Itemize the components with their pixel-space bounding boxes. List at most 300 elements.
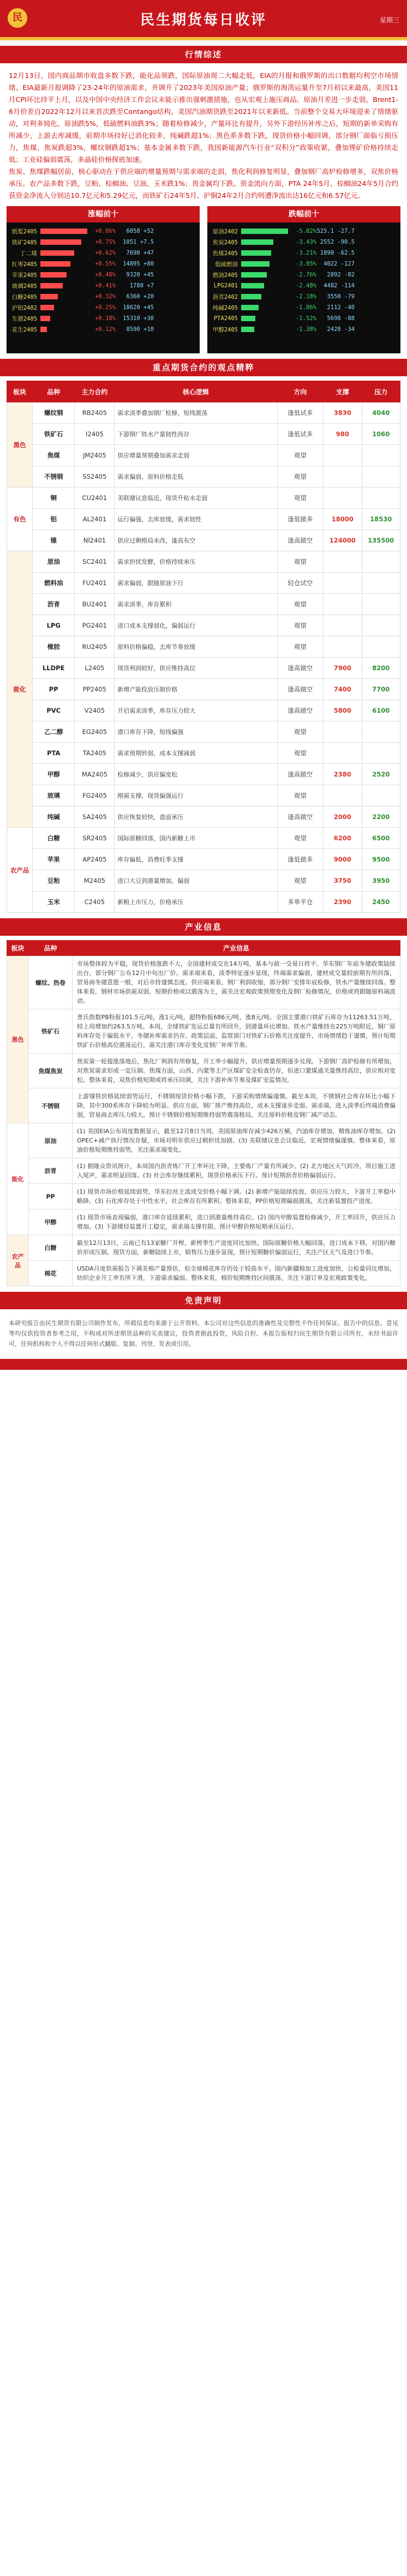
contract-cell: SA2405: [75, 806, 115, 828]
views-header-cell: 方向: [277, 381, 324, 402]
mover-name: 花生2405: [11, 326, 37, 333]
views-row: [7, 700, 400, 721]
contract-cell: EG2405: [75, 721, 115, 743]
mover-name: 生猪2405: [11, 315, 37, 322]
gainers-title: 涨幅前十: [7, 206, 200, 222]
contract-cell: BU2401: [75, 594, 115, 615]
mover-price: 2112 -40: [327, 304, 355, 311]
direction-cell: 观望: [277, 551, 324, 573]
mover-bar: [241, 272, 267, 278]
mover-pct: -3.43%: [296, 239, 316, 245]
mover-bar: [40, 305, 54, 310]
views-header-cell: 板块: [7, 381, 33, 402]
resistance-cell: 3950: [362, 870, 400, 892]
variety-cell: LPG: [32, 615, 75, 636]
mover-price: 4022 -127: [324, 261, 355, 267]
mover-name: 铁矿2405: [11, 239, 37, 246]
mover-bar-track: [241, 283, 288, 288]
variety-cell: 原油: [29, 1123, 73, 1158]
industry-info-cell: (1) 现货市场价格延续弱势，华东拉丝主流成交价格小幅下调。(2) 新增产能陆续投放，供应压力较大，下游开工率稳中略降。(3) 石化库存处于中性水平，社会库存有所累积。整体来看，PP价格短期偏弱震荡，关注新装置投产进度。: [73, 1184, 400, 1209]
mover-pct: +0.41%: [95, 282, 116, 289]
support-cell: [324, 615, 362, 636]
variety-cell: 原油: [32, 551, 75, 573]
variety-cell: 白糖: [32, 828, 75, 849]
review-body: [0, 68, 407, 206]
support-cell: 3830: [324, 402, 362, 424]
mover-bar: [40, 316, 50, 321]
chain-row: [7, 1009, 400, 1054]
logic-cell: 需求担忧发酵，价格持续承压: [115, 551, 277, 573]
industry-info-cell: USDA月度供需报告下调美棉产量预估，但全球棉花库存仍处于较高水平。国内新疆棉加工进度加快，公检量同比增加，纺织企业开工率有所下滑，下游需求偏弱。整体来看，棉价短期维持区间震荡，关注下游订单及宏观政策变化。: [73, 1261, 400, 1286]
mover-name: 原油2402: [212, 228, 238, 235]
gainers-chart: [7, 222, 200, 353]
logic-cell: 需求淡季，库存累积: [115, 594, 277, 615]
variety-cell: PP: [29, 1184, 73, 1209]
mover-bar: [241, 327, 254, 332]
views-row: [7, 615, 400, 636]
mover-bar-track: [241, 316, 288, 321]
mover-pct: +0.48%: [95, 272, 116, 278]
mover-bar: [241, 250, 271, 256]
mover-bar: [241, 228, 288, 234]
logic-cell: 刚需支撑，现货偏强运行: [115, 785, 277, 806]
resistance-cell: [362, 636, 400, 658]
mover-row: [9, 258, 197, 269]
mover-row: [9, 269, 197, 280]
mover-price: 7690 +47: [126, 250, 154, 256]
resistance-cell: 135500: [362, 530, 400, 551]
logic-cell: 需求预期转弱，成本支撑减弱: [115, 743, 277, 764]
mover-bar-track: [40, 294, 87, 299]
variety-cell: 焦煤: [32, 445, 75, 466]
variety-cell: LLDPE: [32, 658, 75, 679]
support-cell: 2000: [324, 806, 362, 828]
logic-cell: 开启需求淡季，库存压力较大: [115, 700, 277, 721]
resistance-cell: [362, 785, 400, 806]
section-bar-market-review: 行情综述: [0, 46, 407, 63]
mover-pct: -3.21%: [296, 250, 316, 256]
section-bar-views: 重点期货合约的观点精粹: [0, 359, 407, 376]
mover-bar: [40, 239, 81, 245]
mover-bar: [241, 283, 264, 288]
contract-cell: SS2405: [75, 466, 115, 487]
industry-info-cell: (1) 美国EIA公布周度数据显示，截至12月8日当周，美国原油库存减少426万桶，汽油库存增加，精炼油库存增加。(2) OPEC+减产执行情况存疑，市场对明年供应过剩担忧加剧。(3) 美联储议息会议临近，宏观情绪偏谨慎。整体来看，原油价格短期维持弱势，关注需求端变化。: [73, 1123, 400, 1158]
mover-pct: +0.62%: [95, 250, 116, 256]
direction-cell: 逢低做多: [277, 849, 324, 870]
logic-cell: 国际原糖回落，国内新糖上市: [115, 828, 277, 849]
variety-cell: 棉花: [29, 1261, 73, 1286]
mover-row: [210, 248, 398, 258]
mover-row: [9, 248, 197, 258]
mover-name: 甲醇2405: [212, 326, 238, 333]
logic-cell: 现货利润较好，供应维持高位: [115, 658, 277, 679]
section-bar-chain: 产业信息: [0, 918, 407, 936]
direction-cell: 观望: [277, 466, 324, 487]
mover-bar-track: [40, 283, 87, 288]
mover-row: [9, 313, 197, 324]
chain-header-cell: 品种: [29, 941, 73, 956]
resistance-cell: 2200: [362, 806, 400, 828]
industry-info-cell: 截至12月13日，云南已有13家糖厂开榨，新榨季生产进度同比加快。国际原糖价格大幅回落，进口成本下移，对国内糖价形成压制。现货方面，新糖陆续上市，销售压力逐步显现，预计短期糖价偏弱运行，关注产区天气及进口节奏。: [73, 1235, 400, 1261]
direction-cell: 观望: [277, 721, 324, 743]
views-header-cell: 压力: [362, 381, 400, 402]
mover-price: 18620 +45: [123, 304, 154, 311]
resistance-cell: [362, 594, 400, 615]
mover-name: 玻璃2405: [11, 282, 37, 290]
views-row: [7, 445, 400, 466]
logic-cell: 供应恢复较快，盘面承压: [115, 806, 277, 828]
footer-band: [0, 1359, 407, 1370]
direction-cell: 观望: [277, 743, 324, 764]
mover-pct: +0.55%: [95, 261, 116, 267]
contract-cell: AL2401: [75, 509, 115, 530]
logic-cell: 供应增量预期叠加需求走弱: [115, 445, 277, 466]
resistance-cell: [362, 487, 400, 509]
mover-price: 4482 -114: [324, 282, 355, 289]
direction-cell: 观望: [277, 870, 324, 892]
mover-price: 9320 +45: [126, 272, 154, 278]
views-row: [7, 828, 400, 849]
variety-cell: 沥青: [32, 594, 75, 615]
views-row: [7, 870, 400, 892]
mover-pct: -2.48%: [296, 282, 316, 289]
views-table: [7, 381, 400, 913]
section-bar-disclaimer: 免责声明: [0, 1292, 407, 1309]
mover-bar-track: [241, 305, 288, 310]
chain-row: [7, 1209, 400, 1235]
logic-cell: 库存偏低，消费旺季支撑: [115, 849, 277, 870]
views-header-cell: 主力合约: [75, 381, 115, 402]
views-header-row: [7, 381, 400, 402]
support-cell: [324, 466, 362, 487]
mover-bar-track: [40, 239, 87, 245]
mover-name: 沥青2402: [212, 293, 238, 300]
views-header-cell: 品种: [32, 381, 75, 402]
mover-pct: -2.76%: [296, 272, 316, 278]
views-row: [7, 679, 400, 700]
resistance-cell: 1060: [362, 424, 400, 445]
mover-price: 2428 -34: [327, 326, 355, 333]
variety-cell: 铜: [32, 487, 75, 509]
contract-cell: V2405: [75, 700, 115, 721]
mover-price: 3550 -79: [327, 293, 355, 300]
views-row: [7, 806, 400, 828]
support-cell: [324, 743, 362, 764]
chain-row: [7, 1158, 400, 1184]
views-row: [7, 658, 400, 679]
sector-cell: 黑色: [7, 956, 29, 1123]
views-row: [7, 402, 400, 424]
mover-name: 白糖2405: [11, 293, 37, 300]
views-row: [7, 530, 400, 551]
resistance-cell: 18530: [362, 509, 400, 530]
logic-cell: 新粮上市压力，价格承压: [115, 892, 277, 913]
logic-cell: 需求偏弱，跟随原油下行: [115, 573, 277, 594]
mover-bar: [40, 294, 58, 299]
mover-bar: [40, 283, 63, 288]
resistance-cell: [362, 551, 400, 573]
mover-row: [210, 291, 398, 302]
sector-cell: 有色: [7, 487, 33, 551]
mover-bar: [241, 316, 255, 321]
mover-row: [9, 324, 197, 335]
mover-row: [210, 313, 398, 324]
mover-bar-track: [40, 250, 87, 256]
mover-bar: [241, 261, 270, 267]
mover-bar-track: [241, 228, 288, 234]
resistance-cell: 7700: [362, 679, 400, 700]
views-row: [7, 721, 400, 743]
views-row: [7, 636, 400, 658]
mover-bar: [241, 294, 261, 299]
resistance-cell: 4040: [362, 402, 400, 424]
mover-row: [9, 226, 197, 237]
variety-cell: 玉米: [32, 892, 75, 913]
views-row: [7, 573, 400, 594]
support-cell: 3750: [324, 870, 362, 892]
mover-pct: -2.18%: [296, 293, 316, 300]
chain-row: [7, 1054, 400, 1088]
support-cell: 7900: [324, 658, 362, 679]
views-row: [7, 892, 400, 913]
variety-cell: PTA: [32, 743, 75, 764]
variety-cell: 不锈钢: [32, 466, 75, 487]
mover-price: 6360 +20: [126, 293, 154, 300]
losers-title: 跌幅前十: [207, 206, 400, 222]
mover-pct: +0.86%: [95, 228, 116, 234]
contract-cell: M2405: [75, 870, 115, 892]
mover-pct: +0.32%: [95, 293, 116, 300]
resistance-cell: 2450: [362, 892, 400, 913]
views-row: [7, 424, 400, 445]
contract-cell: FG2405: [75, 785, 115, 806]
mover-bar-track: [241, 250, 288, 256]
mover-bar-track: [40, 305, 87, 310]
logic-cell: 运行偏强，去库放缓，需求韧性: [115, 509, 277, 530]
direction-cell: 逢高做空: [277, 700, 324, 721]
variety-cell: 白糖: [29, 1235, 73, 1261]
resistance-cell: 6100: [362, 700, 400, 721]
contract-cell: NI2401: [75, 530, 115, 551]
views-header-cell: 支撑: [324, 381, 362, 402]
support-cell: [324, 785, 362, 806]
support-cell: 124000: [324, 530, 362, 551]
losers-panel: [207, 206, 400, 353]
variety-cell: 纯碱: [32, 806, 75, 828]
direction-cell: 多单平仓: [277, 892, 324, 913]
mover-price: 14895 +80: [123, 261, 154, 267]
views-row: [7, 466, 400, 487]
resistance-cell: 9500: [362, 849, 400, 870]
mover-price: 2552 -90.5: [320, 239, 355, 245]
mover-price: 5698 -88: [327, 315, 355, 322]
mover-name: 纸浆2405: [11, 228, 37, 235]
variety-cell: 沥青: [29, 1158, 73, 1184]
sector-cell: 能化: [7, 551, 33, 828]
chain-table: [7, 940, 400, 1286]
mover-pct: -1.52%: [296, 315, 316, 322]
support-cell: [324, 573, 362, 594]
support-cell: [324, 594, 362, 615]
contract-cell: FU2401: [75, 573, 115, 594]
review-paragraph: 12月13日，国内商品期市收盘多数下跌，能化品领跌，国际原油周二大幅走低，EIA的月报和俄罗斯的出口数据均利空市场情绪。EIA最新月报调降了23-24年的原油需求，并调升了2023年美国原油产量；俄罗斯的海湾运量升至7月初以来最高，美国11月CPI环比持平上月，以及中国中央经济工作会议未能示推出强刺激措施，也从宏观上施压商品。原油月差进一步走弱，Brent1-6月价差自2022年12月以来首次跌至Contango结构，美国汽油期货跌至2021年以来新低。当前整个交易大环境迎来了情绪驱动，对利多钝化。原油跌5%，低硫燃料油跌3%；随着检修减少，产量环比有提升，另外下游经历补库之后，短期的新单采购有所减少，上游去库减缓，前期市场持好已消化较多，纯碱跌超1%；黑色系多数下跌，现货价格小幅回调，部分钢厂面临亏损压力，焦煤、焦炭跌超3%，螺纹钢跌超1%；基本金属多数下跌，我国新能源汽车行业“双积分”政策收紧，叠加锂矿价格持续走低；工业硅偏弱震荡，多晶硅价格探底加速。: [9, 71, 398, 164]
brand-header: [0, 0, 407, 40]
industry-info-cell: 上游镍铁价格延续弱势运行，不锈钢现货价格小幅下跌，下游采购情绪偏谨慎。截至本周，不锈钢社会库存环比小幅下降，其中300系库存下降较为明显。供应方面，钢厂排产维持高位，成本支撑逐步走弱。需求端，进入淡季后终端消费偏弱，贸易商去库压力较大，预计不锈钢价格短期维持弱势震荡格局，关注原料价格及钢厂减产动态。: [73, 1088, 400, 1123]
logic-cell: 港口库存下降，短线偏强: [115, 721, 277, 743]
mover-row: [9, 237, 197, 248]
resistance-cell: [362, 466, 400, 487]
mover-row: [210, 258, 398, 269]
support-cell: 2390: [324, 892, 362, 913]
chain-row: [7, 1261, 400, 1286]
support-cell: [324, 636, 362, 658]
logic-cell: 需求淡季叠加钢厂检修，短线震荡: [115, 402, 277, 424]
direction-cell: 观望: [277, 636, 324, 658]
resistance-cell: [362, 615, 400, 636]
chain-row: [7, 956, 400, 1009]
variety-cell: PVC: [32, 700, 75, 721]
views-row: [7, 594, 400, 615]
resistance-cell: [362, 743, 400, 764]
mover-pct: +0.18%: [95, 315, 116, 322]
contract-cell: JM2405: [75, 445, 115, 466]
mover-bar-track: [40, 228, 87, 234]
sector-cell: 农产品: [7, 828, 33, 913]
logic-cell: 进口成本支撑弱化，偏弱运行: [115, 615, 277, 636]
resistance-cell: 8200: [362, 658, 400, 679]
mover-row: [9, 280, 197, 291]
movers-panel: [0, 206, 407, 353]
contract-cell: PP2405: [75, 679, 115, 700]
gainers-panel: [7, 206, 200, 353]
variety-cell: 铝: [32, 509, 75, 530]
chain-row: [7, 1123, 400, 1158]
variety-cell: PP: [32, 679, 75, 700]
mover-pct: +0.75%: [95, 239, 116, 245]
mover-bar-track: [40, 327, 87, 332]
mover-pct: +0.12%: [95, 326, 116, 333]
sector-cell: 能化: [7, 1123, 29, 1235]
disclaimer-text: 本研究报告由民生期货有限公司制作发布，所载信息均来源于公开资料，本公司对这些信息的准确性及完整性不作任何保证。报告中的信息、意见等均仅供投资者参考之用，不构成对所述期货品种的买卖建议，投资者据此投资，风险自担。本报告版权归民生期货有限公司所有，未经书面许可，任何机构和个人不得以任何形式翻版、复制、刊登、发表或引用。: [9, 1320, 398, 1347]
mover-price: 1051 +7.5: [123, 239, 154, 245]
chain-header-cell: 板块: [7, 941, 29, 956]
mover-bar: [241, 305, 259, 310]
mover-pct: -1.86%: [296, 304, 316, 311]
variety-cell: 螺纹、热卷: [29, 956, 73, 1009]
mover-bar: [40, 250, 74, 256]
chain-header-row: [7, 941, 400, 956]
support-cell: 9000: [324, 849, 362, 870]
page-title: 民生期货每日收评: [140, 12, 267, 28]
mover-row: [210, 324, 398, 335]
losers-chart: [207, 222, 400, 353]
mover-price: 8590 +10: [126, 326, 154, 333]
views-row: [7, 785, 400, 806]
mover-name: 焦炭2405: [212, 239, 238, 246]
mover-price: 2892 -82: [327, 272, 355, 278]
logic-cell: 检修减少，供应偏宽松: [115, 764, 277, 785]
support-cell: [324, 487, 362, 509]
mover-bar-track: [40, 272, 87, 278]
contract-cell: PG2401: [75, 615, 115, 636]
logic-cell: 需求偏弱，原料价格走低: [115, 466, 277, 487]
mover-price: 525.1 -27.7: [316, 228, 355, 234]
contract-cell: SR2405: [75, 828, 115, 849]
direction-cell: 逢高做空: [277, 679, 324, 700]
contract-cell: I2405: [75, 424, 115, 445]
contract-cell: RU2405: [75, 636, 115, 658]
variety-cell: 铁矿石: [32, 424, 75, 445]
variety-cell: 橡胶: [32, 636, 75, 658]
logic-cell: 供应过剩格局未改，逢高布空: [115, 530, 277, 551]
report-date: 星期三: [379, 16, 399, 24]
industry-info-cell: 焦炭第一轮提涨落地后，焦化厂利润有所修复，开工率小幅提升，供应增量预期逐步兑现。下游钢厂高炉检修有所增加，对焦炭需求形成一定压制。焦煤方面，山西、内蒙等主产区煤矿安全检查仍存，但进口蒙煤通关量维持高位，供应相对宽松。整体来看，双焦价格短期或将承压回调，关注下游补库节奏及煤矿安监情况。: [73, 1054, 400, 1088]
chain-body: [7, 956, 400, 1286]
direction-cell: 观望: [277, 828, 324, 849]
chain-row: [7, 1088, 400, 1123]
sector-cell: 农产品: [7, 1235, 29, 1286]
resistance-cell: 6500: [362, 828, 400, 849]
direction-cell: 逢低试多: [277, 424, 324, 445]
mover-pct: -3.05%: [296, 261, 316, 267]
mover-bar-track: [40, 261, 87, 267]
views-row: [7, 743, 400, 764]
contract-cell: TA2405: [75, 743, 115, 764]
views-row: [7, 487, 400, 509]
views-header-cell: 核心逻辑: [115, 381, 277, 402]
resistance-cell: [362, 445, 400, 466]
mover-bar-track: [241, 294, 288, 299]
support-cell: 18000: [324, 509, 362, 530]
variety-cell: 玻璃: [32, 785, 75, 806]
mover-bar-track: [241, 261, 288, 267]
mover-price: 15310 +30: [123, 315, 154, 322]
variety-cell: 甲醇: [29, 1209, 73, 1235]
variety-cell: 豆粕: [32, 870, 75, 892]
views-row: [7, 764, 400, 785]
support-cell: 6200: [324, 828, 362, 849]
industry-info-cell: 普氏指数PB粉报101.5元/吨，涨1元/吨，超特粉报686元/吨，涨8元/吨。全国主要港口铁矿石库存为11263.51万吨，较上周增加约263.5万吨。本周，全球铁矿发运总量有所回升，到港量环比增加。铁水产量维持在225万吨附近，钢厂原料库存处于偏低水平，冬储补库需求仍存。政策层面，监管部门对铁矿石价格关注度提升，市场情绪趋于谨慎，预计短期铁矿石价格高位震荡运行，需关注港口库存变化及钢厂补库节奏。: [73, 1009, 400, 1054]
review-paragraph: 焦炭、焦煤跌幅居前，核心驱动在于供应端的增量预期与需求端的走弱，焦化利润修复明显，叠加钢厂高炉检修增多，双焦价格承压。农产品多数下跌，豆粕、棕榈油、豆油、玉米跌1%；贵金属均下跌。资金流向方面，PTA 24年5月、棕榈油24年5月合约获资金净流入分别达10.7亿元和5.29亿元，而铁矿石24年5月、沪铜24年2月合约则遭净流出达16亿元和6.57亿元。: [9, 167, 398, 200]
resistance-cell: [362, 573, 400, 594]
mover-name: 丁二烯: [20, 250, 37, 257]
direction-cell: 观望: [277, 785, 324, 806]
contract-cell: SC2401: [75, 551, 115, 573]
chain-header-cell: 产业信息: [73, 941, 400, 956]
variety-cell: 铁矿石: [29, 1009, 73, 1054]
logic-cell: 原料价格偏稳，去库节奏放缓: [115, 636, 277, 658]
mover-row: [9, 291, 197, 302]
mover-name: 低硫燃油: [215, 261, 238, 268]
mover-name: 沪铝2402: [11, 304, 37, 311]
direction-cell: 逢高做空: [277, 530, 324, 551]
variety-cell: 苹果: [32, 849, 75, 870]
mover-bar: [40, 272, 67, 278]
views-body: [7, 402, 400, 913]
mover-price: 6058 +52: [126, 228, 154, 234]
mover-bar: [40, 261, 70, 267]
support-cell: 7400: [324, 679, 362, 700]
mover-bar-track: [241, 327, 288, 332]
direction-cell: 观望: [277, 445, 324, 466]
support-cell: [324, 445, 362, 466]
mover-row: [210, 226, 398, 237]
mover-row: [210, 280, 398, 291]
direction-cell: 轻仓试空: [277, 573, 324, 594]
resistance-cell: [362, 721, 400, 743]
logo-icon: 民: [8, 8, 27, 28]
mover-bar-track: [241, 272, 288, 278]
